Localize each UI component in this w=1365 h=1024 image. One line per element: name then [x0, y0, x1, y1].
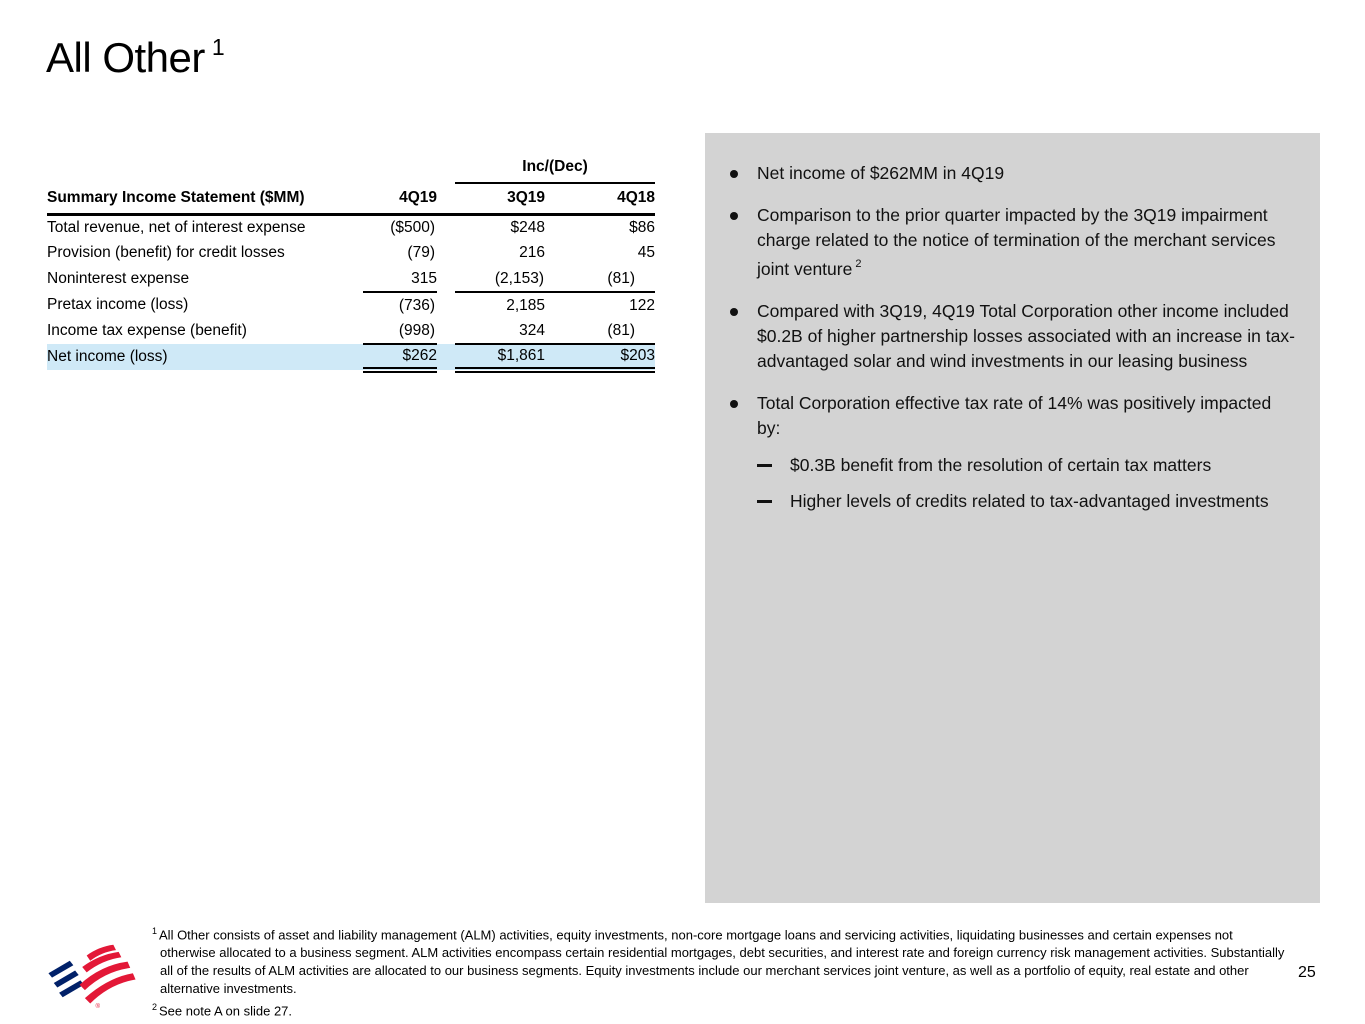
- dash-icon: [757, 500, 772, 503]
- bullet-icon: [730, 308, 738, 316]
- table-group-header-row: [47, 150, 655, 183]
- table-row: [47, 318, 655, 344]
- bullet-item: [727, 391, 1297, 514]
- cell-4q18: $86: [629, 218, 655, 236]
- cell-4q19: $262: [363, 344, 437, 370]
- footnote-ref-2: 2: [855, 258, 862, 270]
- cell-4q19: (79): [407, 244, 435, 261]
- bank-of-america-logo: [44, 940, 140, 1015]
- table-gap-cell: [437, 183, 455, 214]
- row-label: Income tax expense (benefit): [47, 322, 247, 339]
- table-gap-cell: [437, 292, 455, 318]
- bullet-text: Total Corporation effective tax rate of 14% was positively impacted by:: [757, 392, 1272, 438]
- footnote-1: [152, 922, 1292, 998]
- table-row: [47, 214, 655, 240]
- table-row: [47, 266, 655, 292]
- row-label: Pretax income (loss): [47, 296, 189, 313]
- table-header-row: [47, 183, 655, 214]
- table-header-4q19: 4Q19: [363, 183, 437, 214]
- page-number: 25: [1298, 964, 1316, 981]
- sub-bullet-item: [757, 453, 1270, 478]
- title-footnote-ref: 1: [211, 34, 225, 60]
- cell-3q19: $248: [510, 218, 545, 236]
- cell-4q18: 45: [637, 244, 655, 261]
- cell-4q18: $203: [545, 344, 655, 370]
- cell-4q19: (998): [363, 318, 437, 344]
- table-spacer-cell: [47, 150, 455, 183]
- row-label: Net income (loss): [47, 344, 363, 370]
- registered-mark: ®: [95, 1002, 101, 1010]
- table-gap-cell: [437, 318, 455, 344]
- bullet-text: Net income of $262MM in 4Q19: [757, 163, 1005, 183]
- cell-4q19: (736): [398, 296, 435, 314]
- footnote-1-text: All Other consists of asset and liability management (ALM) activities, equity investments, non-core mortgage loans and servicing activities, liquidating businesses and certain expenses not otherwise allocated to a business segment. ALM activities encompass certain residential mortgages, debt securities, and interest rate and foreign currency risk management activities. Substantially all of the results of ALM activities are allocated to our business segments. Equity investments include our merchant services joint venture, as well as a portfolio of equity, real estate and other alternative investments.: [159, 927, 1285, 997]
- summary-income-statement-table: [47, 150, 655, 373]
- footnotes: [152, 922, 1292, 1021]
- footnote-2-text: See note A on slide 27.: [159, 1003, 293, 1019]
- cell-3q19: (2,153): [455, 266, 545, 292]
- page-title: [46, 34, 224, 82]
- row-label: Noninterest expense: [47, 270, 190, 287]
- table-row-net-income: [47, 344, 655, 370]
- sub-bullet-text: $0.3B benefit from the resolution of certain tax matters: [790, 454, 1212, 475]
- bullet-item: [727, 203, 1297, 282]
- bullet-item: [727, 299, 1297, 374]
- table-header-3q19: 3Q19: [455, 183, 545, 214]
- bullet-item: [727, 161, 1297, 186]
- footnote-1-marker: 1: [152, 926, 158, 936]
- table-header-label: Summary Income Statement ($MM): [47, 183, 363, 214]
- bullet-text: Comparison to the prior quarter impacted by the 3Q19 impairment charge related to the notice of termination of the merchant services joint venture: [757, 205, 1276, 279]
- table-group-header: Inc/(Dec): [455, 150, 655, 183]
- bullet-list: [727, 161, 1320, 514]
- cell-3q19: 216: [519, 244, 545, 261]
- sub-bullet-text: Higher levels of credits related to tax-advantaged investments: [790, 490, 1269, 511]
- table-gap-cell: [437, 214, 455, 240]
- cell-4q19: 315: [363, 266, 437, 292]
- table-gap-cell: [437, 240, 455, 266]
- row-label: Total revenue, net of interest expense: [47, 218, 306, 236]
- footnote-2: [152, 998, 1292, 1020]
- table-row: [47, 240, 655, 266]
- cell-4q18: (81): [545, 266, 655, 292]
- commentary-panel: [705, 133, 1320, 903]
- bullet-icon: [730, 400, 738, 408]
- cell-4q19: ($500): [390, 218, 435, 236]
- table-header-4q18: 4Q18: [545, 183, 655, 214]
- sub-bullet-item: [757, 489, 1270, 514]
- footnote-2-marker: 2: [152, 1002, 158, 1013]
- bullet-text: Compared with 3Q19, 4Q19 Total Corporation other income included $0.2B of higher partnership losses associated with an increase in tax-advantaged solar and wind investments in our leasing business: [757, 300, 1295, 371]
- cell-4q18: (81): [545, 318, 655, 344]
- bullet-icon: [730, 212, 738, 220]
- cell-3q19: $1,861: [455, 344, 545, 370]
- cell-3q19: 324: [455, 318, 545, 344]
- cell-3q19: 2,185: [506, 296, 545, 314]
- dash-icon: [757, 464, 772, 467]
- page-title-text: All Other: [46, 34, 205, 81]
- row-label: Provision (benefit) for credit losses: [47, 244, 285, 261]
- table-gap-cell: [437, 344, 455, 370]
- sub-bullet-list: [757, 453, 1297, 514]
- bullet-icon: [730, 170, 738, 178]
- cell-4q18: 122: [629, 296, 655, 314]
- table-gap-cell: [437, 266, 455, 292]
- table-row: [47, 292, 655, 318]
